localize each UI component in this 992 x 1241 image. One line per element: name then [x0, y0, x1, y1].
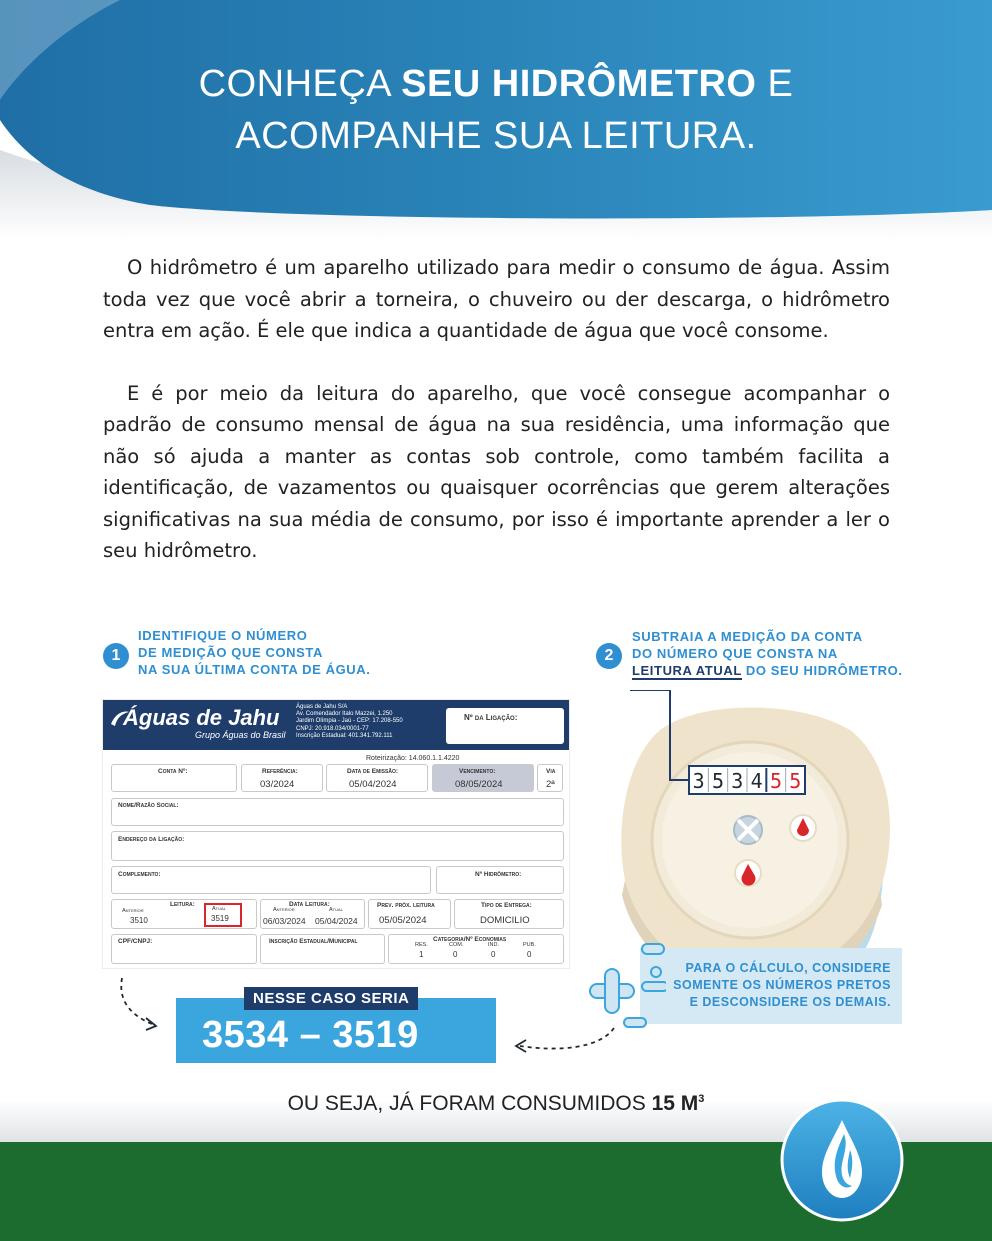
via-field: Via 2ª	[537, 764, 563, 792]
meter-digit-red: 5	[769, 769, 783, 793]
meter-digit-red: 5	[789, 769, 802, 793]
divide-icon	[642, 967, 666, 991]
meter-digit-black: 3	[692, 769, 705, 793]
endereco-field: Endereço da Ligação:	[111, 831, 564, 861]
hidrometro-field: Nº Hidrômetro:	[436, 866, 564, 894]
leitura-field: Leitura: Anterior 3510	[111, 899, 257, 929]
ligacao-box: Nº da Ligação:	[446, 708, 564, 744]
referencia-field: Referência: 03/2024	[241, 764, 323, 792]
consumption-amount: 15 M	[651, 1092, 699, 1115]
intro-text	[103, 252, 890, 598]
conta-field: Conta Nº:	[111, 764, 237, 792]
bill-logo-sub: Grupo Águas do Brasil	[195, 730, 286, 740]
meter-digit-black: 5	[711, 769, 725, 793]
calc-note: PARA O CÁLCULO, CONSIDERE SOMENTE OS NÚMEROS PRETOS E DESCONSIDERE OS DEMAIS.	[673, 961, 891, 1009]
minus-icon	[642, 944, 664, 954]
step-2-text: SUBTRAIA A MEDIÇÃO DA CONTA DO NÚMERO QUE CONSTA NA LEITURA ATUAL DO SEU HIDRÔMETRO.	[632, 629, 903, 678]
drop-logo-icon	[780, 1098, 904, 1222]
nome-field: Nome/Razão Social:	[111, 798, 564, 826]
title-highlight: SEU HIDRÔMETRO	[401, 63, 757, 105]
step-1-number: 1	[103, 643, 129, 669]
prev-leitura-field: Prev. próx. leitura 05/05/2024	[368, 899, 451, 929]
bill-header	[103, 700, 569, 750]
inscricao-field: Inscrição Estadual/Municipal	[260, 934, 385, 964]
page-title: CONHEÇA SEU HIDRÔMETRO E ACOMPANHE SUA LEITURA.	[198, 63, 794, 157]
data-leitura-field: Data Leitura: Anterior Atual 06/03/2024 05/04/2024	[260, 899, 365, 929]
water-bill	[103, 700, 569, 968]
emissao-field: Data de Emissão: 05/04/2024	[326, 764, 428, 792]
atual-reading-highlight: Atual 3519	[204, 903, 242, 927]
step-2-number: 2	[596, 643, 622, 669]
tipo-entrega-field: Tipo de Entrega: DOMICILIO	[454, 899, 564, 929]
roteirizacao: Roteirização: 14.060.1.1.4220	[366, 755, 460, 762]
bill-company-info: Águas de Jahu S/A Av. Comendador Italo Mazzei, 1.250 Jardim Olímpia - Jaú - CEP: 17.208-550 CNPJ: 20.918.034/0001-77 Inscrição Estadual: 401.341.792.111	[296, 704, 403, 739]
step-1-text: IDENTIFIQUE O NÚMERO DE MEDIÇÃO QUE CONSTA NA SUA ÚLTIMA CONTA DE ÁGUA.	[138, 628, 371, 677]
math-symbols	[586, 938, 666, 1038]
intro-paragraph-1: O hidrômetro é um aparelho utilizado para medir o consumo de água. Assim toda vez que você abrir a torneira, o chuveiro ou der descarga, o hidrômetro entra em ação. É ele que indica a quantidade de água que você consome.	[103, 256, 890, 342]
meter-digit-black: 3	[731, 769, 744, 793]
result-label: NESSE CASO SERIA	[244, 987, 418, 1010]
categoria-field: Categoria/Nº Economias RES. COM. IND. PUB. 1 0 0 0	[388, 934, 564, 964]
vencimento-field: Vencimento: 08/05/2024	[432, 764, 534, 792]
complemento-field: Complemento:	[111, 866, 431, 894]
meter-digit-black: 4	[750, 769, 763, 793]
result-value: 3534 – 3519	[202, 1014, 419, 1056]
plus-icon	[590, 969, 634, 1013]
cpf-field: CPF/CNPJ:	[111, 934, 257, 964]
intro-paragraph-2: E é por meio da leitura do aparelho, que você consegue acompanhar o padrão de consumo mensal de água na sua residência, uma informação que não só ajuda a manter as contas sob controle, como também facilita a identificação, de vazamentos ou quaisquer ocorrências que gerem alterações significativas na sua média de consumo, por isso é importante aprender a ler o seu hidrômetro.	[103, 381, 890, 562]
bill-logo: Águas de Jahu	[123, 705, 280, 730]
leitura-atual-highlight: LEITURA ATUAL	[632, 663, 742, 678]
conclusion: OU SEJA, JÁ FORAM CONSUMIDOS 15 $M^3$	[287, 1092, 705, 1115]
